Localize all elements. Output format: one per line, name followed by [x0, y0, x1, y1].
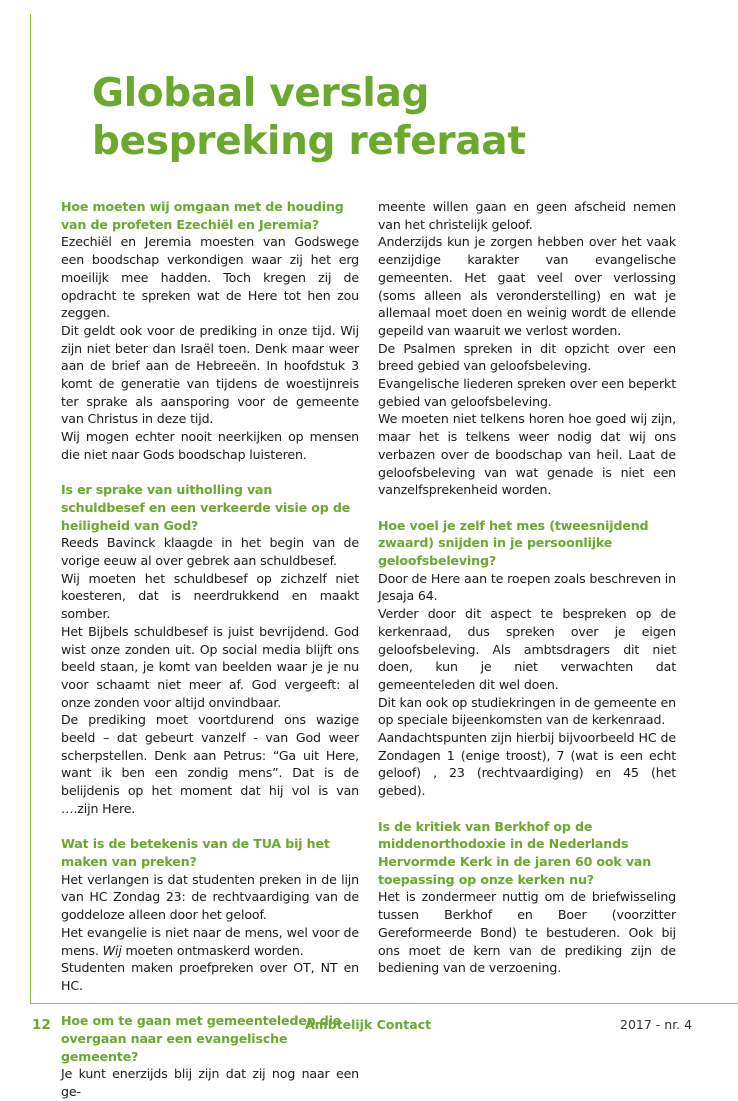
paragraph: Wij moeten het schuldbesef op zichzelf niet koesteren, dat is neerdrukkend en maakt somber.: [61, 570, 359, 622]
paragraph: Door de Here aan te roepen zoals beschreven in Jesaja 64.: [378, 570, 676, 604]
paragraph: Dit kan ook op studiekringen in de gemeente en op speciale bijeenkomsten van de kerkenraad.: [378, 694, 676, 728]
paragraph: Studenten maken proefpreken over OT, NT en HC.: [61, 960, 359, 993]
paragraph: Evangelische liederen spreken over een beperkt gebied van geloofsbeleving.: [378, 376, 676, 409]
page-title: [92, 70, 526, 166]
paragraph-text: Het evangelie is niet naar de mens, wel voor de mens.: [61, 924, 359, 958]
paragraph: Anderzijds kun je zorgen hebben over het vaak eenzijdige karakter van evangelische gemeenten. Het gaat veel over verlossing (soms alleen als veronderstelling) en wat je allemaal moet doen en weinig wordt de ellende gepeild van waaruit we verlost worden.: [378, 234, 676, 338]
issue-number: 2017 - nr. 4: [620, 1017, 693, 1032]
paragraph: Dit geldt ook voor de prediking in onze tijd. Wij zijn niet beter dan Israël toen. Denk maar weer aan de brief aan de Hebreeën. In hoofdstuk 3 komt de generatie van tijdens de woestijnreis ter sprake als aansporing voor de gemeente van Christus in deze tijd.: [61, 322, 359, 427]
paragraph: Reeds Bavinck klaagde in het begin van de vorige eeuw al over gebrek aan schuldbesef.: [61, 535, 359, 569]
paragraph: Het verlangen is dat studenten preken in de lijn van HC Zondag 23: de rechtvaardiging van de goddeloze alleen door het geloof.: [61, 871, 359, 923]
paragraph: De Psalmen spreken in dit opzicht over een breed gebied van geloofsbeleving.: [378, 340, 676, 374]
paragraph: Verder door dit aspect te bespreken op de kerkenraad, dus spreken over je eigen geloofsbeleving. Als ambtsdragers dit niet doen, kun je niet verwachten dat gemeenteleden dit wel doen.: [378, 606, 676, 692]
paragraph-text: moeten ontmaskerd worden.: [121, 942, 304, 958]
paragraph: Het is zondermeer nuttig om de briefwisseling tussen Berkhof en Boer (voorzitter Gereformeerde Bond) te bestuderen. Ook bij ons moet de kern van de prediking zijn de bediening van de verzoening.: [378, 889, 676, 976]
paragraph: Ezechiël en Jeremia moesten van Godswege een boodschap verkondigen waar zij het erg moeilijk mee hadden. Toch kregen zij de opdracht te spreken wat de Here tot hen zou zeggen.: [61, 234, 359, 321]
emphasis-text: Wij: [102, 942, 122, 958]
title-line-1: Globaal verslag: [92, 71, 430, 116]
paragraph: We moeten niet telkens horen hoe goed wij zijn, maar het is telkens weer nodig dat wij ons verbazen over de boodschap van heil. Laat de geloofsbeleving van wat genade is niet een vanzelfsprekenheid worden.: [378, 411, 676, 498]
title-line-2: bespreking referaat: [92, 119, 526, 164]
page-number: 12: [32, 1017, 51, 1033]
left-column: [61, 198, 359, 1101]
paragraph: De prediking moet voortdurend ons wazige beeld – dat gebeurt vanzelf - van God weer scherpstellen. Denk aan Petrus: “Ga uit Here, want ik ben een zondig mens”. Dat is de belijdenis op het moment dat hij vol is van ….zijn Here.: [61, 712, 359, 816]
paragraph: Aandachtspunten zijn hierbij bijvoorbeeld HC de Zondagen 1 (enige troost), 7 (wat is een echt geloof) , 23 (rechtvaardiging) en 45 (het gebed).: [378, 730, 676, 799]
question-heading: Hoe om te gaan met gemeenteleden die overgaan naar een evangelische gemeente?: [61, 1013, 342, 1064]
question-heading: Hoe moeten wij omgaan met de houding van de profeten Ezechiël en Jeremia?: [61, 199, 344, 232]
paragraph: Het Bijbels schuldbesef is juist bevrijdend. God wist onze zonden uit. Op social media blijft ons beeld staan, je komt van beelden waar je je nu voor schaamt niet meer af. God vergeeft: al onze zonden voor altijd onvindbaar.: [61, 623, 359, 710]
question-heading: Wat is de betekenis van de TUA bij het maken van preken?: [61, 836, 330, 869]
paragraph: meente willen gaan en geen afscheid nemen van het christelijk geloof.: [378, 199, 676, 232]
left-margin-rule: [30, 14, 31, 1004]
question-heading: Is de kritiek van Berkhof op de middenorthodoxie in de Nederlands Hervormde Kerk in de jaren 60 ook van toepassing op onze kerken nu?: [378, 818, 652, 887]
magazine-name: Ambtelijk Contact: [305, 1017, 432, 1032]
question-heading: Hoe voel je zelf het mes (tweesnijdend zwaard) snijden in je persoonlijke geloofsbeleving?: [378, 517, 649, 569]
paragraph: Je kunt enerzijds blij zijn dat zij nog naar een ge-: [61, 1066, 359, 1100]
paragraph: [61, 924, 359, 959]
right-column: [378, 198, 676, 977]
question-heading: Is er sprake van uitholling van schuldbesef en een verkeerde visie op de heiligheid van God?: [61, 482, 351, 533]
paragraph: Wij mogen echter nooit neerkijken op mensen die niet naar Gods boodschap luisteren.: [61, 429, 359, 462]
